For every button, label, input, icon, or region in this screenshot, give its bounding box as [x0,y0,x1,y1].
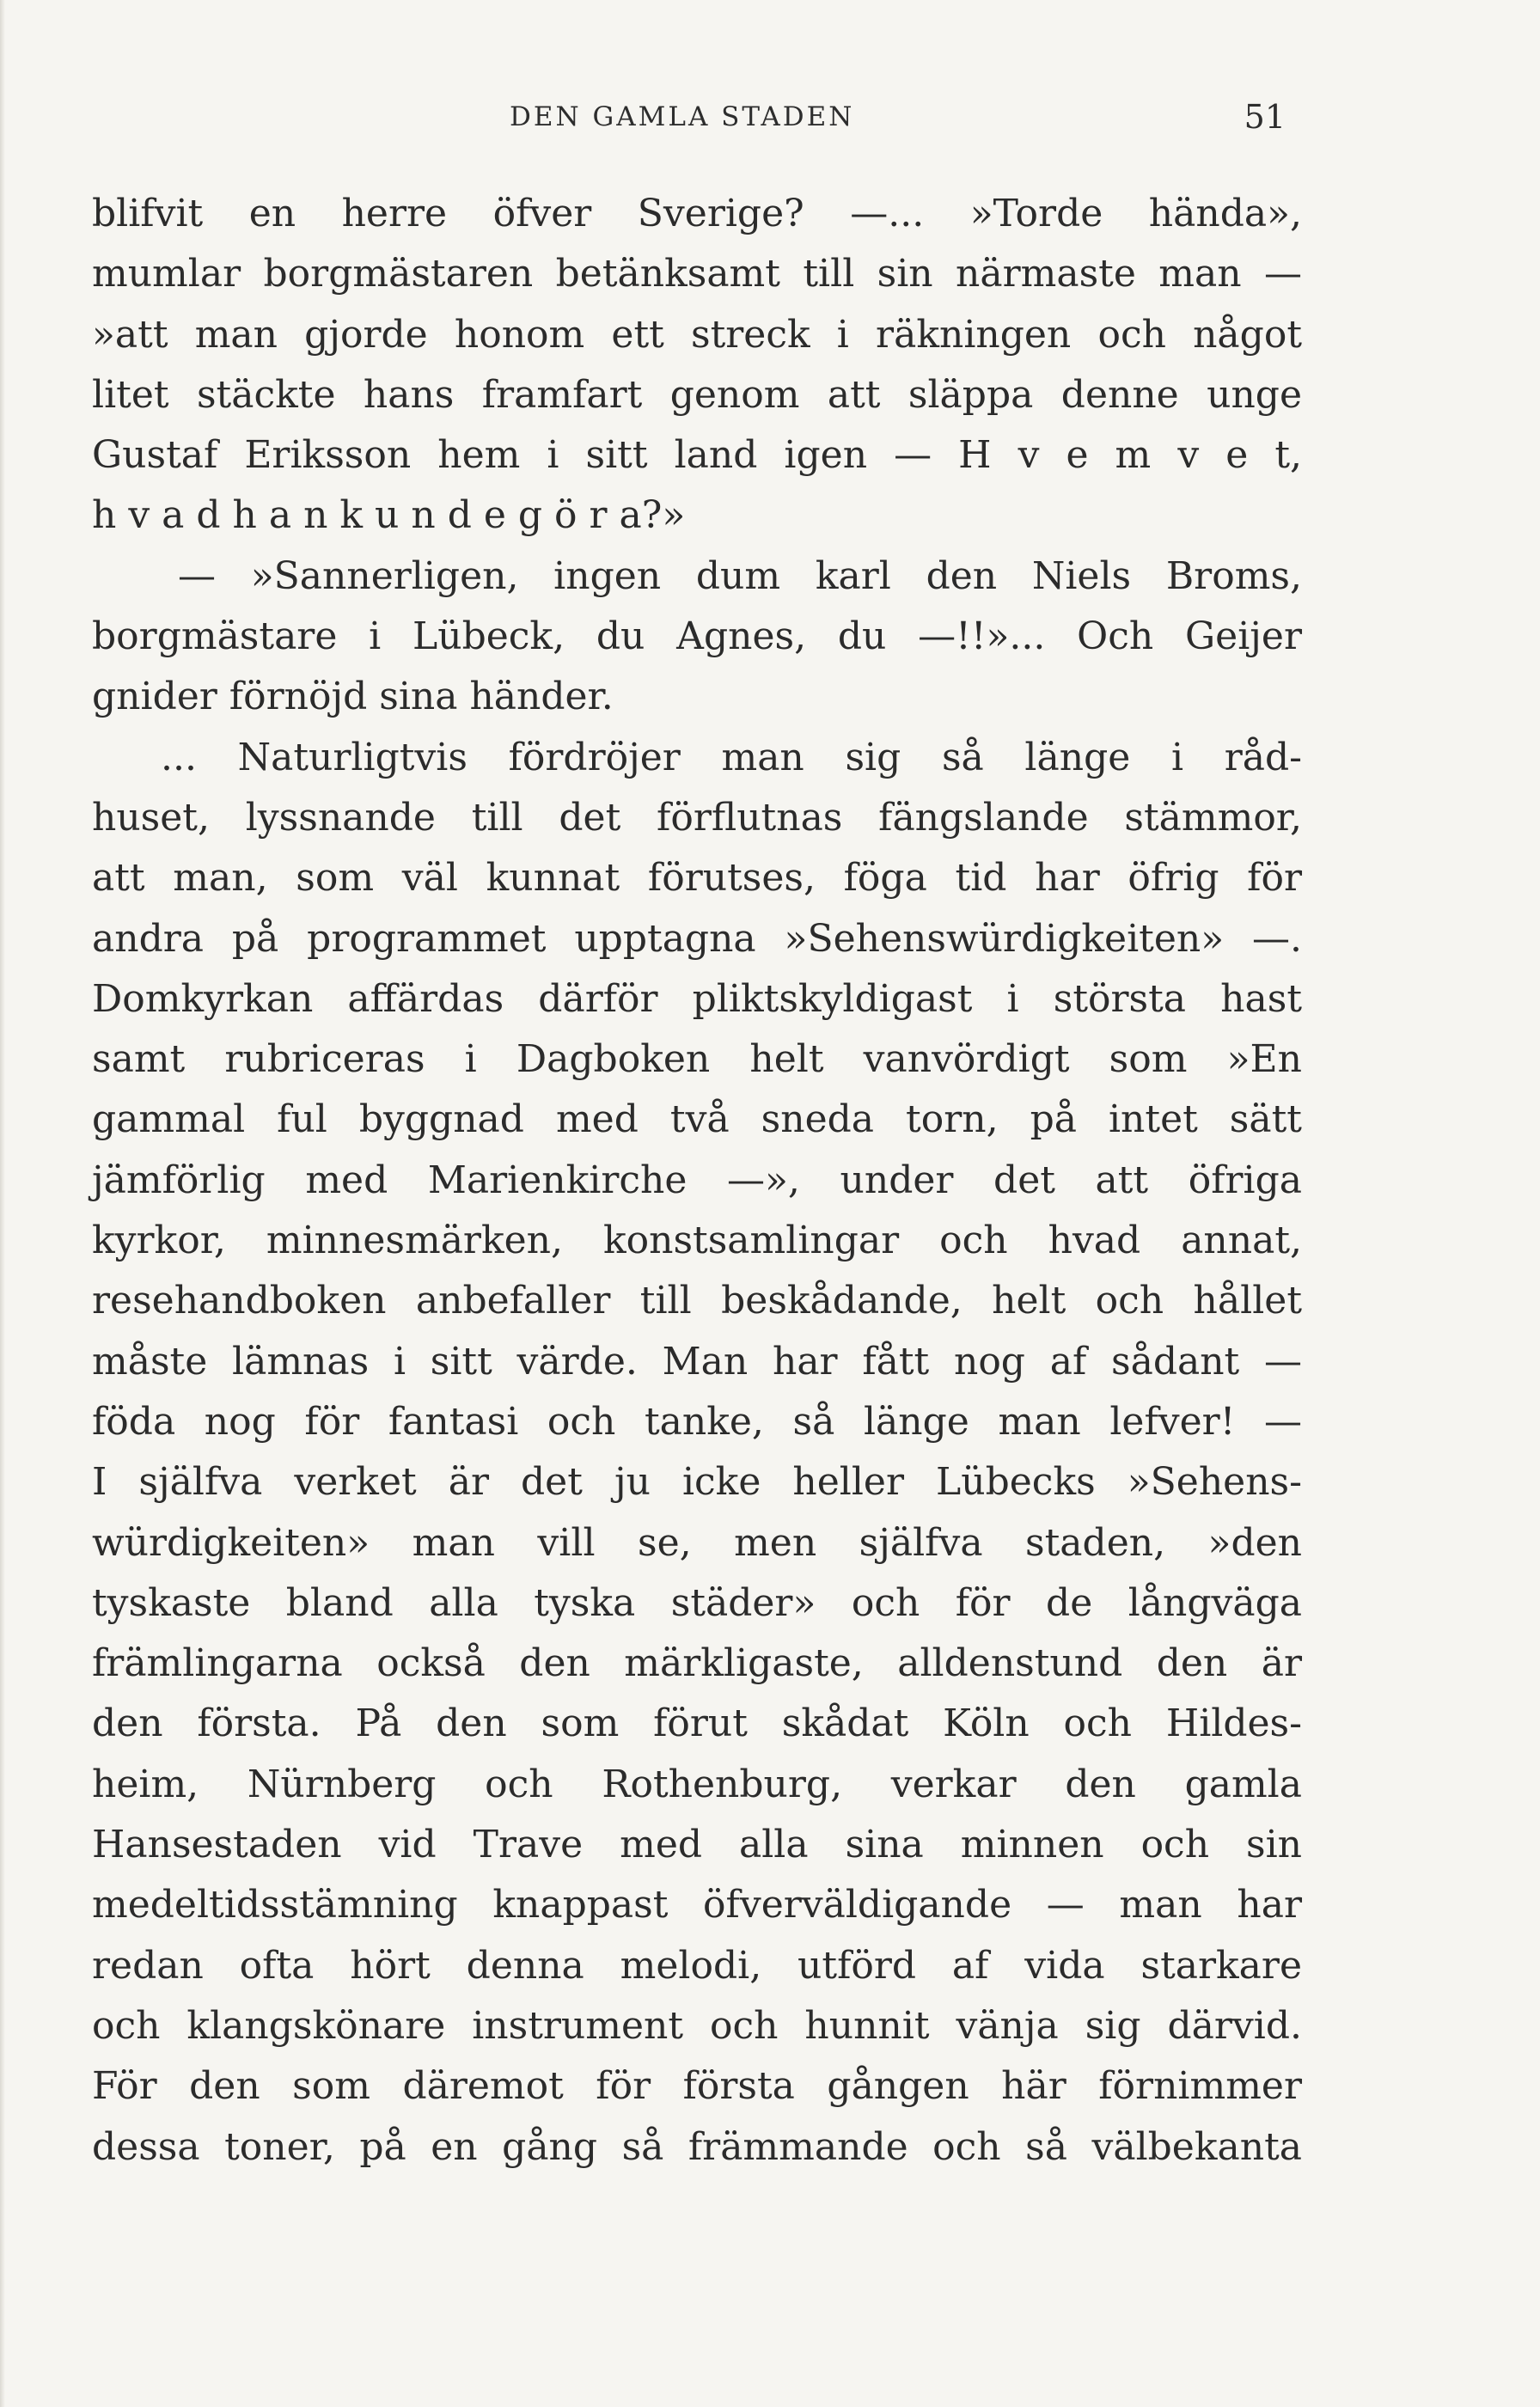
text-line: och klangskönare instrument och hunnit vänja sig därvid. [92,2003,1302,2048]
text-line: litet stäckte hans framfart genom att släppa denne unge [92,372,1302,417]
text-line: dessa toner, på en gång så främmande och så välbekanta [92,2124,1302,2169]
text-line: För den som däremot för första gången här förnimmer [92,2064,1302,2109]
text-line: heim, Nürnberg och Rothenburg, verkar den gamla [92,1762,1302,1806]
text-line: h v a d h a n k u n d e g ö r a?» [92,493,686,538]
text-line: tyskaste bland alla tyska städer» och för de långväga [92,1580,1302,1625]
text-line: Gustaf Eriksson hem i sitt land igen — H v e m v e t, [92,433,1302,478]
running-title: DEN GAMLA STADEN [510,101,855,132]
text-line: att man, som väl kunnat förutses, föga tid har öfrig för [92,856,1302,901]
text-line: måste lämnas i sitt värde. Man har fått nog af sådant — [92,1339,1302,1384]
text-line: främlingarna också den märkligaste, alldenstund den är [92,1641,1302,1686]
text-line: gnider förnöjd sina händer. [92,675,614,719]
page-edge-shadow [0,0,5,2407]
text-line: gammal ful byggnad med två sneda torn, på intet sätt [92,1097,1302,1142]
text-line: samt rubriceras i Dagboken helt vanvördigt som »En [92,1037,1302,1082]
running-head [0,98,1540,144]
text-line: kyrkor, minnesmärken, konstsamlingar och hvad annat, [92,1219,1302,1263]
body-text [92,184,1302,2178]
text-line: andra på programmet upptagna »Sehenswürdigkeiten» —. [92,916,1302,961]
text-line: huset, lyssnande till det förflutnas fängslande stämmor, [92,795,1302,840]
text-line: blifvit en herre öfver Sverige? —... »Torde hända», [92,192,1302,235]
text-line: »att man gjorde honom ett streck i räkningen och något [92,312,1302,357]
text-line: jämförlig med Marienkirche —», under det att öfriga [92,1158,1302,1202]
text-line: würdigkeiten» man vill se, men själfva staden, »den [92,1520,1302,1565]
text-line: medeltidsstämning knappast öfverväldigande — man har [92,1883,1302,1927]
text-line: — »Sannerligen, ingen dum karl den Niels Broms, [178,553,1302,598]
text-line: Domkyrkan affärdas därför pliktskyldigast i största hast [92,976,1302,1021]
text-line: redan ofta hört denna melodi, utförd af vida starkare [92,1943,1302,1988]
text-line: den första. På den som förut skådat Köln och Hildes- [92,1701,1302,1746]
text-line: ... Naturligtvis fördröjer man sig så länge i råd- [161,735,1302,779]
page-number: 51 [1244,98,1286,136]
text-line: mumlar borgmästaren betänksamt till sin närmaste man — [92,252,1302,296]
text-line: borgmästare i Lübeck, du Agnes, du —!!»... Och Geijer [92,614,1302,659]
text-line: I själfva verket är det ju icke heller Lübecks »Sehens- [92,1460,1302,1505]
text-line: Hansestaden vid Trave med alla sina minnen och sin [92,1823,1302,1867]
text-line: resehandboken anbefaller till beskådande, helt och hållet [92,1279,1302,1323]
text-line: föda nog för fantasi och tanke, så länge man lefver! — [92,1399,1302,1444]
